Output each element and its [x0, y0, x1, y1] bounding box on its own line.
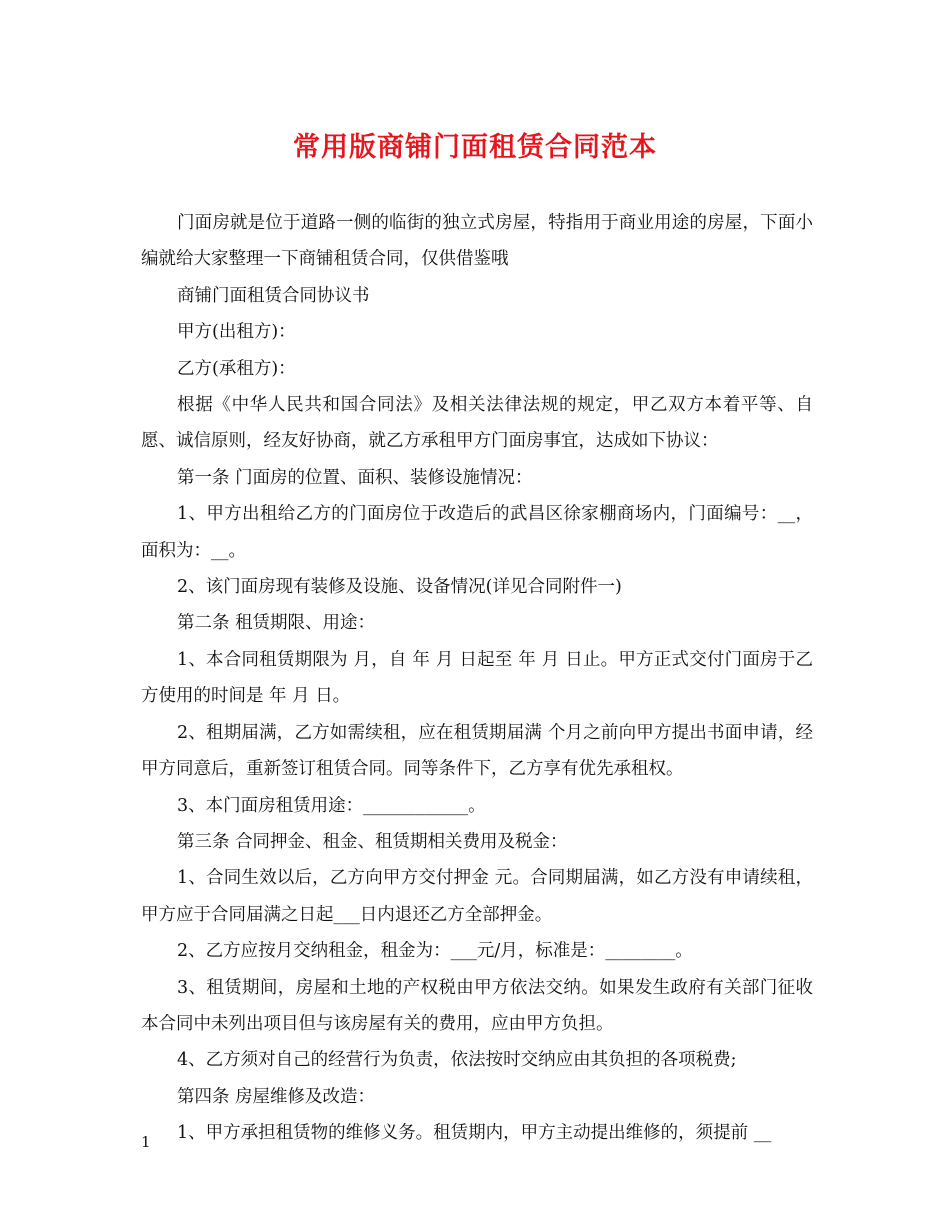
article-3-clause-2: 2、乙方应按月交纳租金，租金为：___元/月，标准是：________。 [177, 941, 693, 962]
article-2-heading: 第二条 租赁期限、用途： [177, 613, 376, 634]
paragraph-party-b: 乙方(承租方)： [177, 358, 296, 379]
article-3-heading: 第三条 合同押金、租金、租赁期相关费用及税金： [177, 831, 568, 852]
document-body [141, 205, 813, 1152]
article-2-clause-3: 3、本门面房租赁用途：____________。 [177, 795, 486, 816]
paragraph-party-a: 甲方(出租方)： [177, 322, 296, 343]
document-title: 常用版商铺门面租赁合同范本 [293, 132, 657, 163]
article-4-clause-1: 1、甲方承担租赁物的维修义务。租赁期内，甲方主动提出维修的，须提前 __ [177, 1123, 772, 1144]
article-3-clause-3: 3、租赁期间，房屋和土地的产权税由甲方依法交纳。如果发生政府有关部门征收本合同中未列出项目但与该房屋有关的费用，应由甲方负担。 [141, 977, 813, 1034]
article-2-clause-1: 1、本合同租赁期限为 月，自 年 月 日起至 年 月 日止。甲方正式交付门面房于乙方使用的时间是 年 月 日。 [141, 649, 813, 707]
article-1-clause-2: 2、该门面房现有装修及设施、设备情况(详见合同附件一) [177, 577, 622, 598]
article-4-heading: 第四条 房屋维修及改造： [177, 1086, 376, 1107]
article-2-clause-2: 2、租期届满，乙方如需续租，应在租赁期届满 个月之前向甲方提出书面申请，经甲方同意后，重新签订租赁合同。同等条件下，乙方享有优先承租权。 [141, 722, 813, 780]
paragraph-agreement-heading: 商铺门面租赁合同协议书 [177, 285, 370, 306]
paragraph-legal-basis: 根据《中华人民共和国合同法》及相关法律法规的规定，甲乙双方本着平等、自愿、诚信原则，经友好协商，就乙方承租甲方门面房事宜，达成如下协议： [141, 395, 813, 452]
article-3-clause-4: 4、乙方须对自己的经营行为负责，依法按时交纳应由其负担的各项税费; [177, 1050, 737, 1071]
article-3-clause-1: 1、合同生效以后，乙方向甲方交付押金 元。合同期届满，如乙方没有申请续租，甲方应于合同届满之日起___日内退还乙方全部押金。 [141, 868, 813, 925]
page-number: 1 [141, 1133, 151, 1151]
paragraph-intro: 门面房就是位于道路一侧的临街的独立式房屋，特指用于商业用途的房屋，下面小编就给大家整理一下商铺租赁合同，仅供借鉴哦 [141, 213, 813, 270]
article-1-clause-1: 1、甲方出租给乙方的门面房位于改造后的武昌区徐家棚商场内，门面编号：__，面积为：__。 [141, 504, 813, 561]
article-1-heading: 第一条 门面房的位置、面积、装修设施情况： [177, 467, 533, 488]
